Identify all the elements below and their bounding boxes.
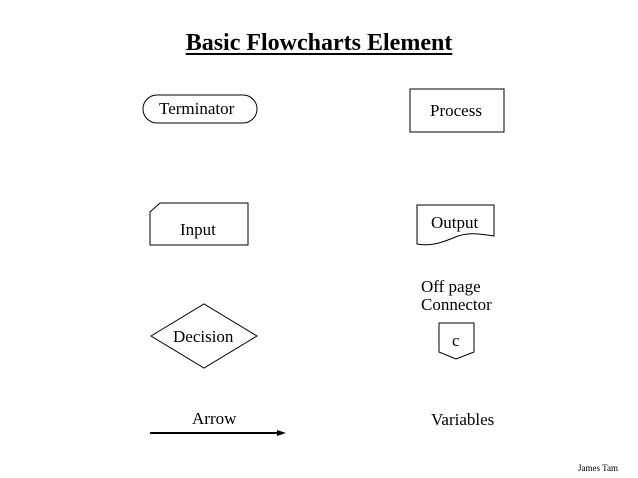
offpage-label-line1: Off page [421,277,481,296]
arrow-head [277,430,286,436]
variables-label: Variables [431,410,495,429]
input-label: Input [180,220,216,239]
offpage-symbol-label: c [452,331,460,350]
author-credit: James Tam [578,463,618,473]
slide-title: Basic Flowcharts Element [185,30,453,56]
output-label: Output [431,213,479,232]
arrow-label: Arrow [192,409,237,428]
offpage-label-line2: Connector [421,295,492,314]
terminator-label: Terminator [159,99,235,118]
process-label: Process [430,101,482,120]
decision-label: Decision [173,327,234,346]
